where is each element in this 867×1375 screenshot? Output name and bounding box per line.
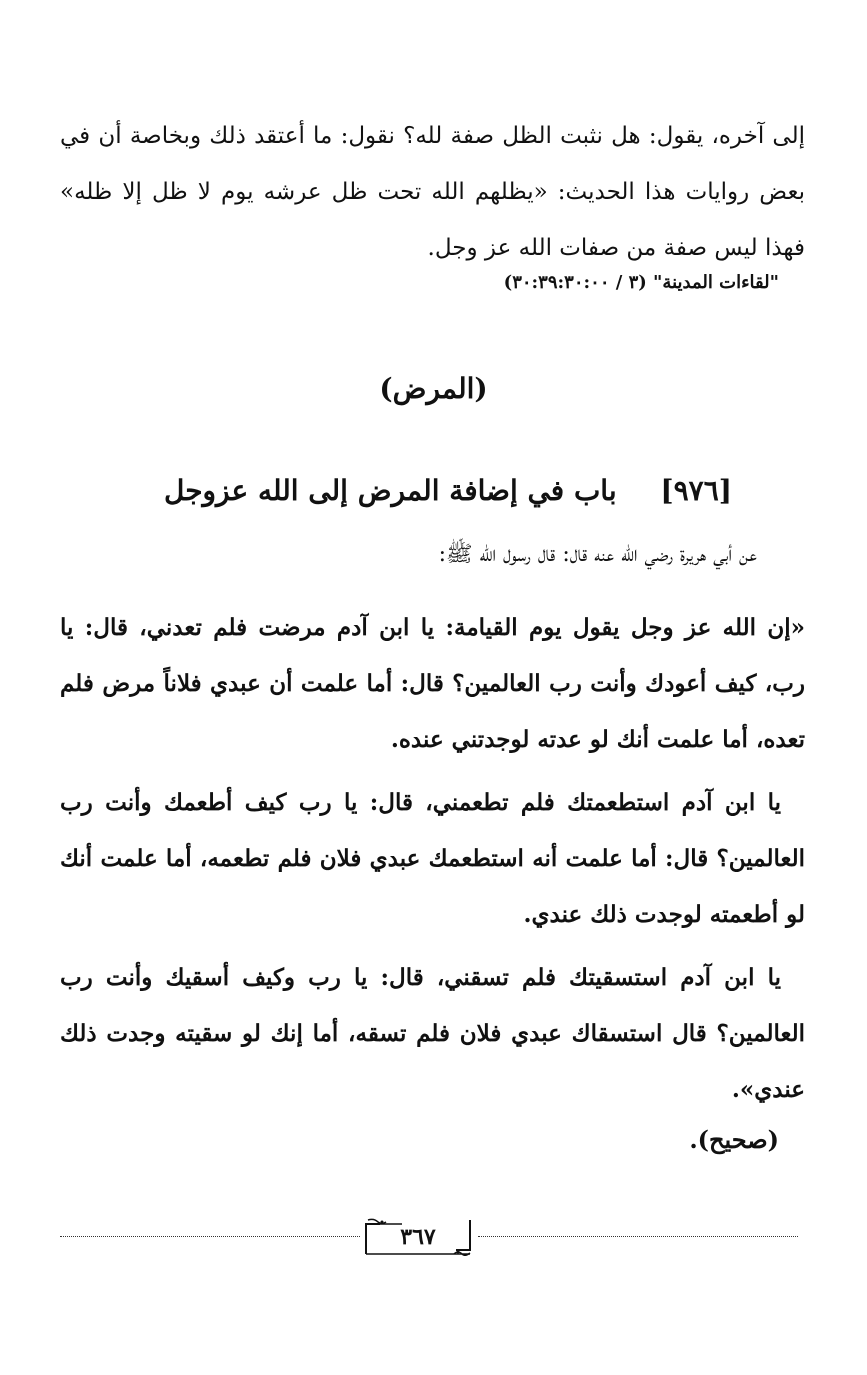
chapter-heading xyxy=(164,474,732,507)
intro-paragraph: إلى آخره، يقول: هل نثبت الظل صفة لله؟ نقول: ما أعتقد ذلك وبخاصة أن في بعض روايات هذا الحديث: «يظلهم الله تحت ظل عرشه يوم لا ظل إلا ظله» فهذا ليس صفة من صفات الله عز وجل. xyxy=(60,123,805,261)
page-number-ornament-frame-icon xyxy=(362,1218,474,1256)
footer-divider-right xyxy=(478,1236,798,1237)
hadith-paragraph-3: يا ابن آدم استسقيتك فلم تسقني، قال: يا رب وكيف أسقيك وأنت رب العالمين؟ قال استسقاك عبدي فلان فلم تسقه، أما إنك لو سقيته وجدت ذلك عندي». xyxy=(60,964,805,1103)
narrator-line: عن أبي هريرة رضي الله عنه قال: قال رسول الله ﷺ: xyxy=(438,542,757,567)
hadith-grade: (صحيح). xyxy=(689,1125,779,1154)
hadith-paragraph-1: «إن الله عز وجل يقول يوم القيامة: يا ابن آدم مرضت فلم تعدني، قال: يا رب، كيف أعودك وأنت رب العالمين؟ قال: أما علمت أن عبدي فلاناً مرض فلم تعده، أما علمت أنك لو عدته لوجدتني عنده. xyxy=(60,614,805,753)
intro-paragraph-block xyxy=(60,108,805,276)
hadith-paragraph-1-block xyxy=(60,600,805,768)
footer-divider-left xyxy=(60,1236,360,1237)
section-heading: (المرض) xyxy=(379,372,488,405)
page-number: ٣٦٧ xyxy=(400,1224,436,1250)
hadith-paragraph-3-block xyxy=(60,950,805,1118)
chapter-number: [٩٧٦] xyxy=(660,474,732,507)
chapter-title: باب في إضافة المرض إلى الله عزوجل xyxy=(164,474,617,507)
hadith-paragraph-2-block xyxy=(60,775,805,943)
source-citation: "لقاءات المدينة" (٣ / ٣٠:٣٩:٣٠:٠٠) xyxy=(503,272,779,293)
hadith-paragraph-2: يا ابن آدم استطعمتك فلم تطعمني، قال: يا رب كيف أطعمك وأنت رب العالمين؟ قال: أما علمت أنه استطعمك عبدي فلان فلم تطعمه، أما علمت أنك لو أطعمته لوجدت ذلك عندي. xyxy=(60,789,805,928)
